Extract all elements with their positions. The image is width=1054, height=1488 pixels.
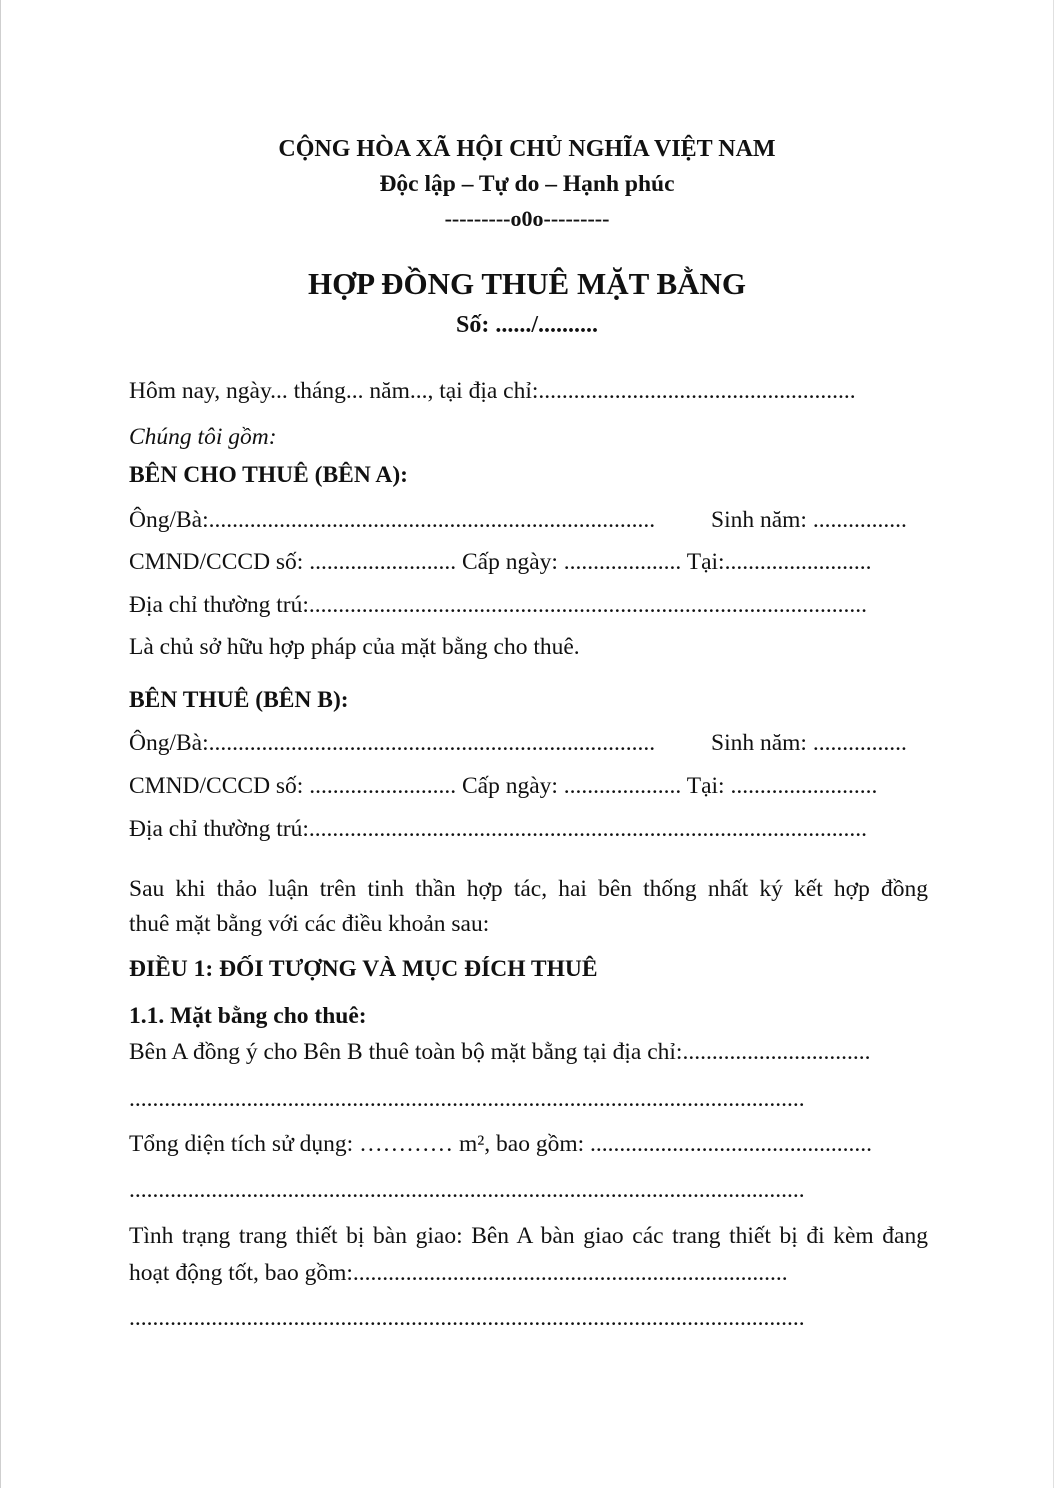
party-b-address: Địa chỉ thường trú:............................................................................................... — [129, 816, 867, 842]
lease-address-line: Bên A đồng ý cho Bên B thuê toàn bộ mặt bằng tại địa chỉ:................................ — [129, 1039, 871, 1065]
total-area-line: Tổng diện tích sử dụng: ………… m², bao gồm: ................................................ — [129, 1131, 873, 1157]
party-a-id-line: CMND/CCCD số: ......................... Cấp ngày: .................... Tại:......................... — [129, 549, 872, 575]
party-a-heading: BÊN CHO THUÊ (BÊN A): — [129, 462, 408, 488]
party-b-heading: BÊN THUÊ (BÊN B): — [129, 687, 349, 713]
header-separator: ---------o0o--------- — [444, 206, 610, 231]
we-are-label: Chúng tôi gồm: — [129, 424, 277, 450]
equipment-line-1: Tình trạng trang thiết bị bàn giao: Bên A bàn giao các trang thiết bị đi kèm đang — [129, 1225, 928, 1249]
party-a-birth-year: Sinh năm: ................ — [711, 507, 907, 533]
article-1-heading: ĐIỀU 1: ĐỐI TƯỢNG VÀ MỤC ĐÍCH THUÊ — [129, 956, 598, 982]
party-b-birth-year: Sinh năm: ................ — [711, 730, 907, 756]
agreement-line-2: thuê mặt bằng với các điều khoản sau: — [129, 911, 490, 937]
date-location-line: Hôm nay, ngày... tháng... năm..., tại địa chỉ:...................................................... — [129, 378, 856, 404]
article-1-1-heading: 1.1. Mặt bằng cho thuê: — [129, 1003, 367, 1029]
dotted-line-2: ................................................................................................................... — [129, 1177, 805, 1203]
dotted-line-1: ................................................................................................................... — [129, 1086, 805, 1112]
party-b-name: Ông/Bà:............................................................................ — [129, 730, 656, 756]
equipment-line-2: hoạt động tốt, bao gồm:.......................................................................... — [129, 1260, 788, 1286]
motto: Độc lập – Tự do – Hạnh phúc — [379, 171, 675, 197]
nation-heading: CỘNG HÒA XÃ HỘI CHỦ NGHĨA VIỆT NAM — [278, 136, 776, 162]
agreement-line-1: Sau khi thảo luận trên tinh thần hợp tác, hai bên thống nhất ký kết hợp đồng — [129, 878, 928, 902]
document-title: HỢP ĐỒNG THUÊ MẶT BẰNG — [307, 266, 747, 301]
contract-number: Số: ....../.......... — [455, 312, 598, 338]
dotted-line-3: ................................................................................................................... — [129, 1305, 805, 1331]
party-b-id-line: CMND/CCCD số: ......................... Cấp ngày: .................... Tại: ......................... — [129, 773, 878, 799]
party-a-owner-note: Là chủ sở hữu hợp pháp của mặt bằng cho thuê. — [129, 634, 580, 660]
party-a-address: Địa chỉ thường trú:............................................................................................... — [129, 592, 867, 618]
party-a-name: Ông/Bà:............................................................................ — [129, 507, 656, 533]
